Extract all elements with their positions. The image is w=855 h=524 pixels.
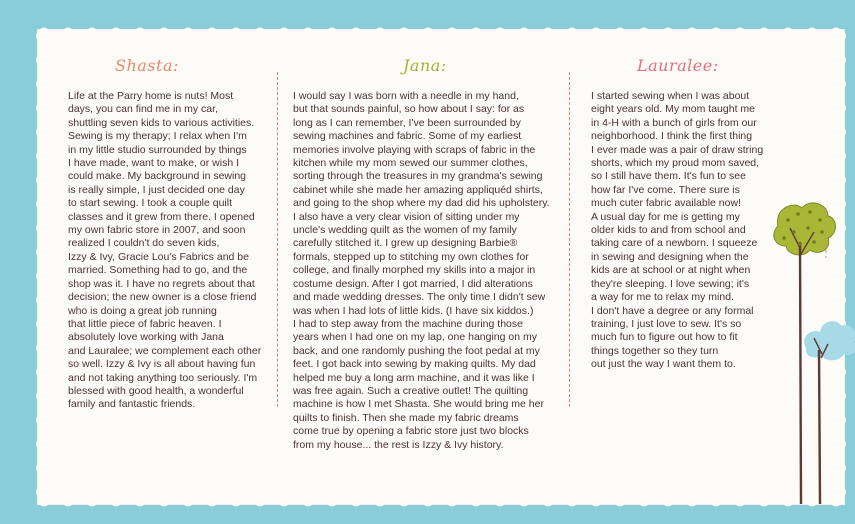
tree-illustration [770,198,855,508]
name-heading: Lauralee: [637,56,719,75]
bio-text: I would say I was born with a needle in my hand, but that sounds painful, so how about I say: for as long as I can remember, I've been surrounded by sewing machines and fabric. Some of my earliest memories involve playing with scraps of fabric in the kitchen while my mom sewed our summer clothes, sorting through the treasures in my grandma's sewing cabinet while she made her amazing appliquéd shirts, and going to the shop where my dad did his upholstery. I also have a very clear vision of sitting under my uncle's wedding quilt as the women of my family carefully stitched it. I grew up designing Barbie® formals, stepped up to stitching my own clothes for college, and finally morphed my skills into a major in costume design. After I got married, I did alterations and made wedding dresses. The only time I didn't sew was when I had lots of little kids. (I have six kiddos.) I had to step away from the machine during those years when I had one on my lap, one hanging on my back, and one randomly pushing the foot pedal at my feet. I got back into sewing by making quilts. My dad helped me buy a long arm machine, and it was like I was free again. Such a creative outlet! The quilting machine is how I met Shasta. She would bring me her quilts to finish. Then she made my fabric dreams come true by opening a fabric store just two blocks from my house... the rest is Izzy & Ivy history. [293,90,550,451]
bio-text: I started sewing when I was about eight years old. My mom taught me in 4-H with a bunch of girls from our neighborhood. I think the first thing I ever made was a pair of draw string shorts, which my proud mom saved, so I still have them. It's fun to see how far I've come. There sure is much cuter fabric available now! A usual day for me is getting my older kids to and from school and taking care of a newborn. I squeeze in sewing and designing when the kids are at school or at night when they're sleeping. I love sewing; it's a way for me to relax my mind. I don't have a degree or any formal training, I just love to sew. It's so much fun to figure out how to fit things together so they turn out just the way I want them to. [591,90,764,371]
name-heading: Jana: [403,56,447,75]
bio-text: Life at the Parry home is nuts! Most days, you can find me in my car, shuttling seven kids to various activities. Sewing is my therapy; I relax when I'm in my little studio surrounded by things I have made, want to make, or wish I could make. My background in sewing is really simple, I just decided one day to start sewing. I took a couple quilt classes and it grew from there. I opened my own fabric store in 2007, and soon realized I couldn't do seven kids, Izzy & Ivy, Gracie Lou's Fabrics and be married. Something had to go, and the shop was it. I have no regrets about that decision; the new owner is a close friend who is doing a great job running that little piece of fabric heaven. I absolutely love working with Jana and Lauralee; we complement each other so well. Izzy & Ivy is all about having fun and not taking anything too seriously. I'm blessed with good health, a wonderful family and fantastic friends. [68,90,262,411]
name-heading: Shasta: [115,56,179,75]
